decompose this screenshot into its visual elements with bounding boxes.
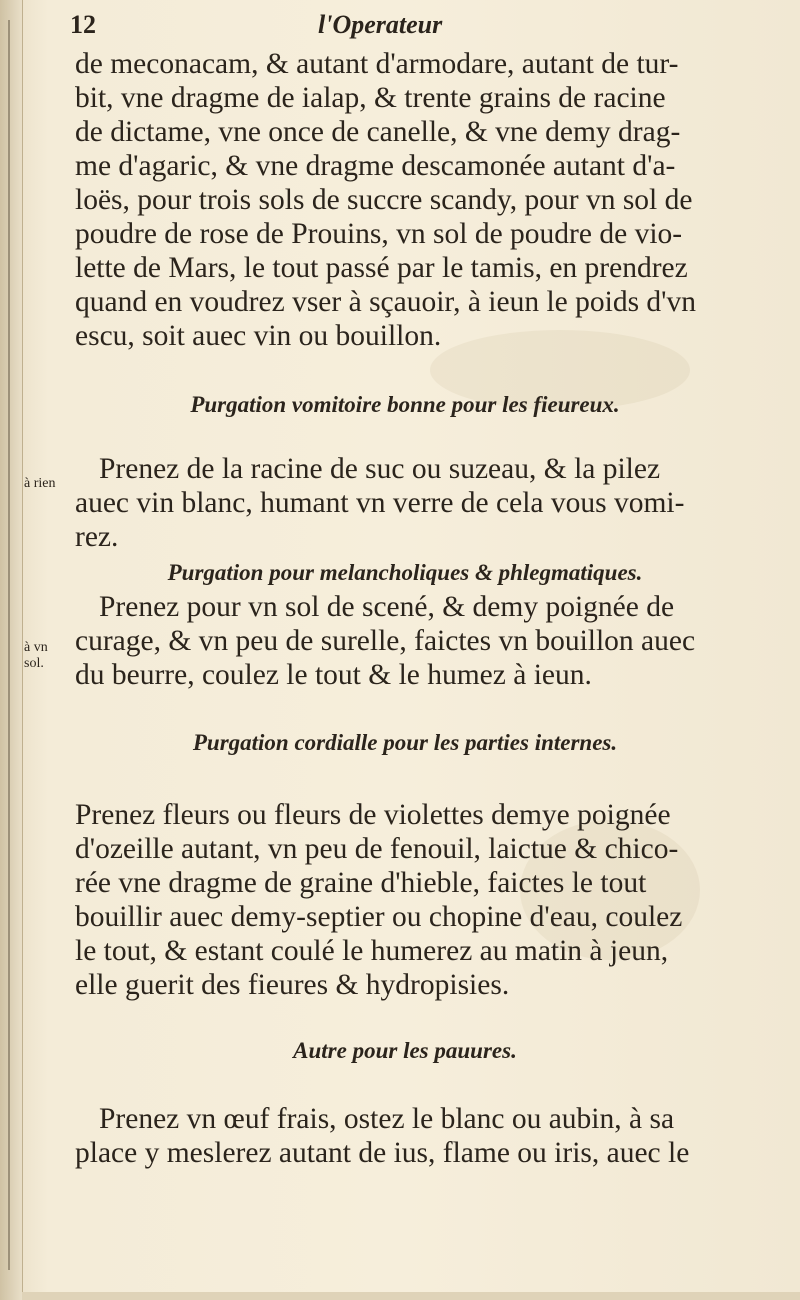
page-header <box>70 6 730 40</box>
paragraph-continued <box>75 47 735 353</box>
text-line: quand en voudrez vser à sçauoir, à ieun le poids d'vn <box>75 286 696 318</box>
section-heading: Purgation pour melancholiques & phlegmatiques. <box>167 560 643 585</box>
text-line: le tout, & estant coulé le humerez au matin à jeun, <box>75 935 669 967</box>
margin-note-line: à vn <box>24 640 48 655</box>
margin-note: à rien <box>24 476 56 491</box>
margin-note <box>24 640 48 672</box>
text-line: place y meslerez autant de ius, flame ou iris, auec le <box>75 1137 690 1169</box>
paragraph <box>75 1102 735 1170</box>
margin-note-line: sol. <box>24 656 44 671</box>
gutter-line <box>8 20 10 1270</box>
text-line: poudre de rose de Prouins, vn sol de poudre de vio- <box>75 218 683 250</box>
binding-gutter <box>0 0 23 1300</box>
paragraph <box>75 452 735 554</box>
section-heading: Purgation vomitoire bonne pour les fieureux. <box>190 392 620 417</box>
text-line: Prenez vn œuf frais, ostez le blanc ou aubin, à sa <box>99 1103 675 1135</box>
text-line: d'ozeille autant, vn peu de fenouil, laictue & chico- <box>75 833 679 865</box>
text-line: curage, & vn peu de surelle, faictes vn bouillon auec <box>75 625 696 657</box>
paragraph <box>75 798 735 1002</box>
text-line: Prenez pour vn sol de scené, & demy poignée de <box>99 591 675 623</box>
text-line: de meconacam, & autant d'armodare, autant de tur- <box>75 48 679 80</box>
text-line: de dictame, vne once de canelle, & vne demy drag- <box>75 116 681 148</box>
text-line: elle guerit des fieures & hydropisies. <box>75 969 510 1001</box>
running-title: l'Operateur <box>318 10 443 39</box>
text-line: du beurre, coulez le tout & le humez à ieun. <box>75 659 592 691</box>
text-line: Prenez fleurs ou fleurs de violettes demye poignée <box>75 799 671 831</box>
text-line: loës, pour trois sols de succre scandy, pour vn sol de <box>75 184 693 216</box>
section-heading: Purgation cordialle pour les parties internes. <box>192 730 618 755</box>
text-line: bit, vne dragme de ialap, & trente grains de racine <box>75 82 666 114</box>
page-number: 12 <box>70 10 96 39</box>
text-line: rée vne dragme de graine d'hieble, faictes le tout <box>75 867 647 899</box>
text-line: me d'agaric, & vne dragme descamonée autant d'a- <box>75 150 676 182</box>
text-line: escu, soit auec vin ou bouillon. <box>75 320 442 352</box>
section-heading: Autre pour les pauures. <box>293 1038 517 1063</box>
text-line: bouillir auec demy-septier ou chopine d'eau, coulez <box>75 901 683 933</box>
text-line: lette de Mars, le tout passé par le tamis, en prendrez <box>75 252 688 284</box>
text-line: Prenez de la racine de suc ou suzeau, & la pilez <box>99 453 661 485</box>
text-line: rez. <box>75 521 119 553</box>
text-line: auec vin blanc, humant vn verre de cela vous vomi- <box>75 487 685 519</box>
paragraph <box>75 590 735 692</box>
page-bottom-edge <box>22 1292 800 1300</box>
